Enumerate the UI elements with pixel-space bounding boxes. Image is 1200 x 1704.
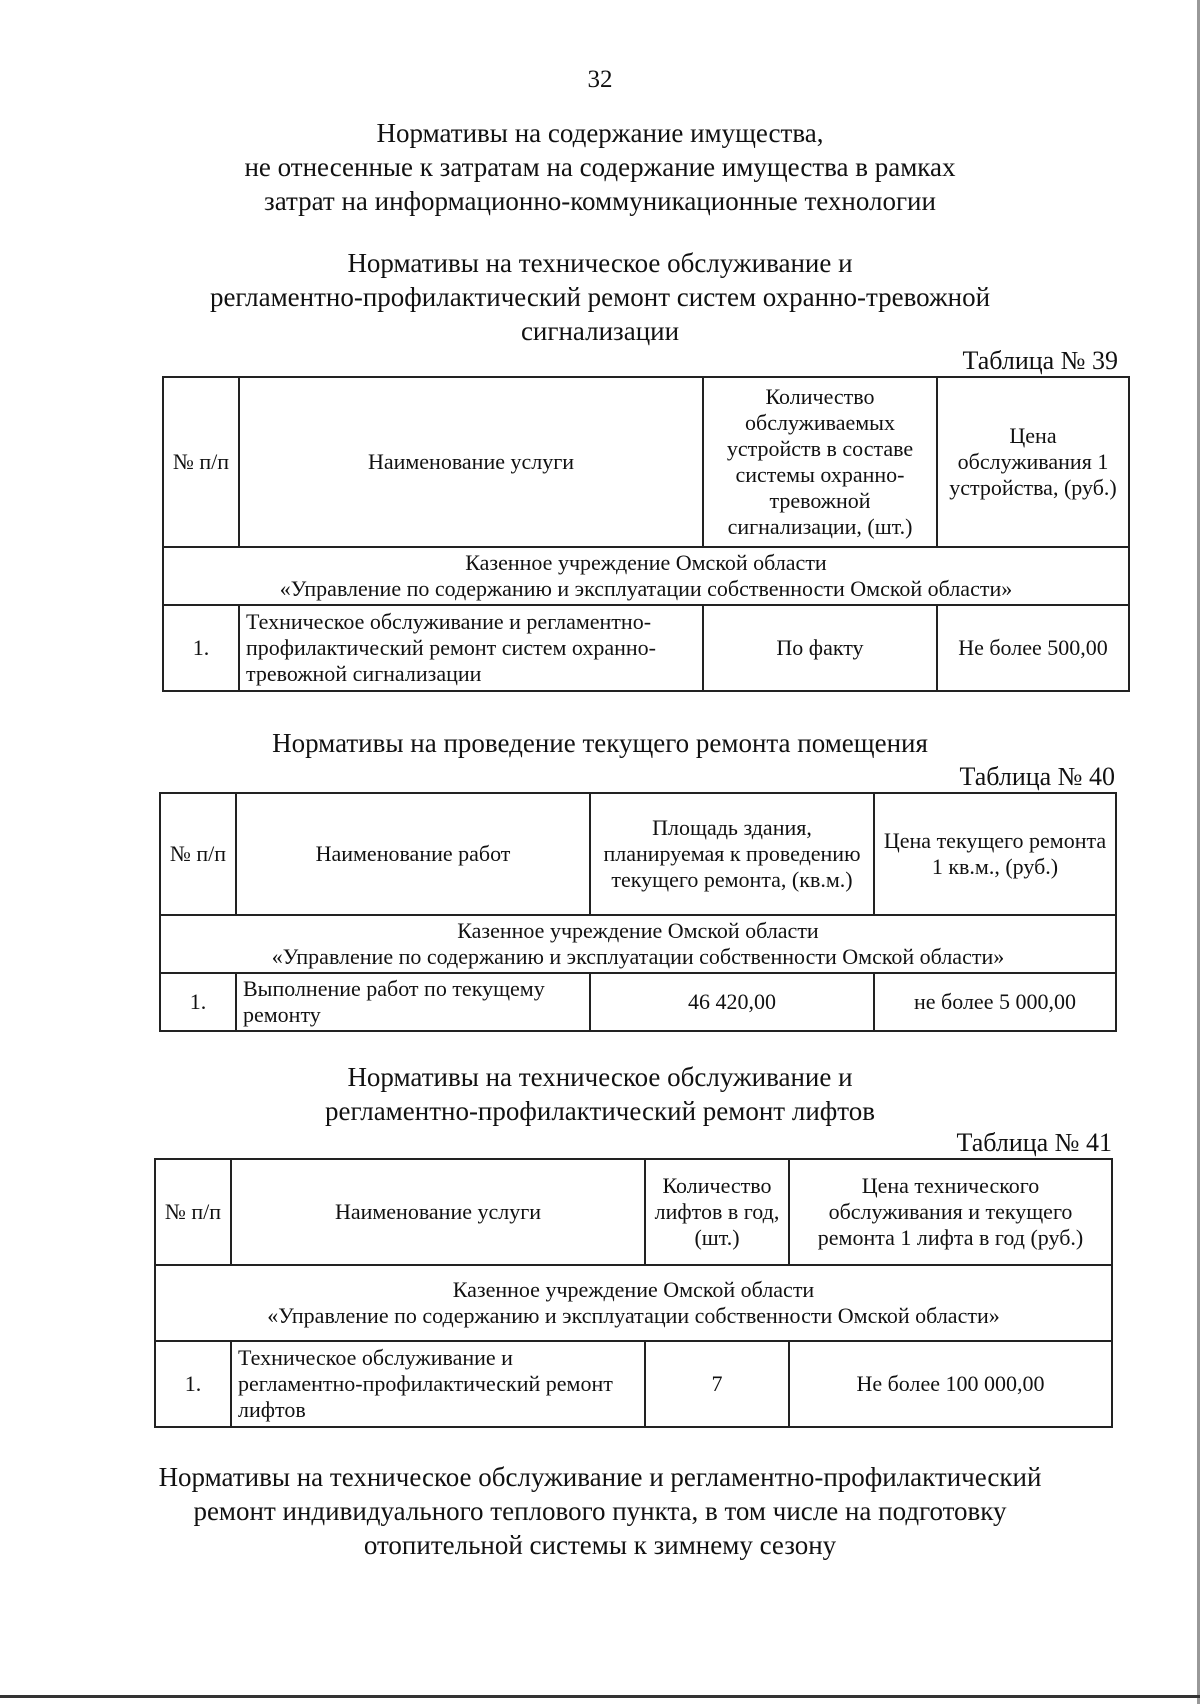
section-heading-line: Нормативы на содержание имущества, <box>376 118 824 148</box>
scan-bottom-edge <box>0 1695 1200 1698</box>
final-heading <box>60 1460 1140 1562</box>
org-name: Казенное учреждение Омской области <box>452 1277 815 1302</box>
final-heading-line: отопительной системы к зимнему сезону <box>363 1530 837 1560</box>
table39 <box>162 376 1130 692</box>
cell-num: 1. <box>160 973 236 1031</box>
column-header-price: Цена технического обслуживания и текущего ремонта 1 лифта в год (руб.) <box>789 1159 1112 1265</box>
column-header-name: Наименование услуги <box>239 377 703 547</box>
cell-num: 1. <box>163 605 239 691</box>
org-row <box>163 547 1129 605</box>
column-header-price: Цена обслуживания 1 устройства, (руб.) <box>937 377 1129 547</box>
column-header-num: № п/п <box>163 377 239 547</box>
table39-heading-line: регламентно-профилактический ремонт систем охранно-тревожной <box>209 282 991 312</box>
cell-price: Не более 100 000,00 <box>789 1341 1112 1427</box>
org-subname: «Управление по содержанию и эксплуатации собственности Омской области» <box>267 1303 1000 1328</box>
cell-name: Техническое обслуживание и регламентно-профилактический ремонт лифтов <box>231 1341 645 1427</box>
column-header-area: Площадь здания, планируемая к проведению текущего ремонта, (кв.м.) <box>590 793 874 915</box>
table-header-row <box>155 1159 1112 1265</box>
table40-heading <box>100 726 1100 760</box>
org-cell <box>160 915 1116 973</box>
cell-name: Выполнение работ по текущему ремонту <box>236 973 590 1031</box>
table41 <box>154 1158 1113 1428</box>
table41-heading-line: Нормативы на техническое обслуживание и <box>347 1062 853 1092</box>
table-row <box>163 605 1129 691</box>
table39-label: Таблица № 39 <box>962 346 1118 375</box>
table39-heading <box>100 246 1100 348</box>
table-header-row <box>163 377 1129 547</box>
table41-heading-line: регламентно-профилактический ремонт лифтов <box>325 1096 875 1126</box>
table41-heading <box>100 1060 1100 1128</box>
table40-heading-line: Нормативы на проведение текущего ремонта помещения <box>272 728 928 758</box>
org-subname: «Управление по содержанию и эксплуатации собственности Омской области» <box>271 944 1005 969</box>
column-header-name: Наименование работ <box>236 793 590 915</box>
section-heading-line: не отнесенные к затратам на содержание имущества в рамках <box>244 152 956 182</box>
page-number: 32 <box>587 66 613 93</box>
section-heading <box>100 116 1100 218</box>
table39-heading-line: Нормативы на техническое обслуживание и <box>347 248 853 278</box>
table-row <box>155 1341 1112 1427</box>
org-name: Казенное учреждение Омской области <box>465 550 827 575</box>
final-heading-line: Нормативы на техническое обслуживание и регламентно-профилактический <box>158 1462 1042 1492</box>
column-header-num: № п/п <box>155 1159 231 1265</box>
table41-label: Таблица № 41 <box>956 1128 1112 1157</box>
column-header-num: № п/п <box>160 793 236 915</box>
cell-name: Техническое обслуживание и регламентно-профилактический ремонт систем охранно-тревожной сигнализации <box>239 605 703 691</box>
org-row <box>160 915 1116 973</box>
final-heading-line: ремонт индивидуального теплового пункта, в том числе на подготовку <box>193 1496 1007 1526</box>
table-header-row <box>160 793 1116 915</box>
table39-heading-line: сигнализации <box>520 316 680 346</box>
section-heading-line: затрат на информационно-коммуникационные технологии <box>264 186 936 216</box>
cell-qty: По факту <box>703 605 937 691</box>
table40 <box>159 792 1117 1032</box>
cell-price: Не более 500,00 <box>937 605 1129 691</box>
org-name: Казенное учреждение Омской области <box>457 918 819 943</box>
cell-num: 1. <box>155 1341 231 1427</box>
org-row <box>155 1265 1112 1341</box>
cell-qty: 7 <box>645 1341 789 1427</box>
org-cell <box>163 547 1129 605</box>
table-row <box>160 973 1116 1031</box>
column-header-price: Цена текущего ремонта 1 кв.м., (руб.) <box>874 793 1116 915</box>
column-header-qty: Количество обслуживаемых устройств в составе системы охранно-тревожной сигнализации, (шт.) <box>703 377 937 547</box>
column-header-qty: Количество лифтов в год, (шт.) <box>645 1159 789 1265</box>
cell-price: не более 5 000,00 <box>874 973 1116 1031</box>
org-cell <box>155 1265 1112 1341</box>
column-header-name: Наименование услуги <box>231 1159 645 1265</box>
org-subname: «Управление по содержанию и эксплуатации собственности Омской области» <box>279 576 1013 601</box>
cell-area: 46 420,00 <box>590 973 874 1031</box>
table40-label: Таблица № 40 <box>959 762 1115 791</box>
